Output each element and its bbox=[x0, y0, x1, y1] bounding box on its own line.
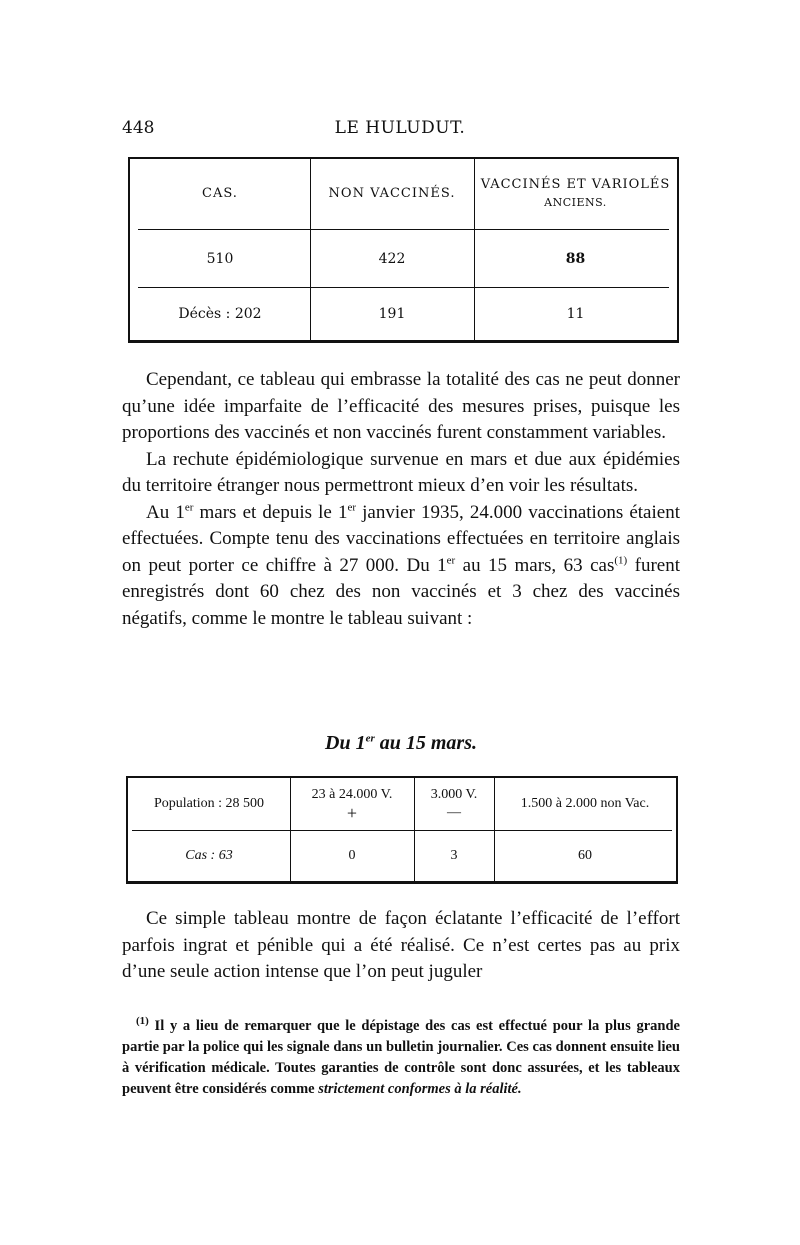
row-col4: 60 bbox=[578, 848, 592, 863]
paragraph: Au 1er mars et depuis le 1er janvier 1935, 24.000 vaccinations étaient effectuées. Compte tenu des vaccinations effectuées en territoire anglais on peut porter ce chiffre à 27 000. Du 1er au 15 mars, 63 cas$^{(1)}$ furent enregistrés dont 60 chez des non vaccinés et 3 chez des vaccinés négatifs, comme le montre le tableau suivant : bbox=[122, 501, 680, 629]
table-rule bbox=[138, 287, 669, 288]
table-rule bbox=[132, 830, 672, 831]
row2-vaccines: 11 bbox=[566, 306, 585, 322]
header-non-vaccinated: 1.500 à 2.000 non Vac. bbox=[520, 796, 650, 811]
header-cas: CAS. bbox=[202, 186, 238, 201]
row1-vaccines: 88 bbox=[565, 251, 586, 267]
header-vaccines-line2: ANCIENS. bbox=[544, 196, 607, 209]
page-header bbox=[122, 118, 678, 144]
header-vaccines bbox=[474, 159, 677, 229]
march-table bbox=[126, 776, 678, 884]
paragraph: Ce simple tableau montre de façon éclatante l’efficacité de l’effort parfois ingrat et pénible qui a été réalisé. Ce n’est certes pas au prix d’une seule action intense que l’on peut juguler bbox=[122, 908, 680, 982]
paragraph: La rechute épidémiologique survenue en mars et due aux épidémies du territoire étranger nous permettront mieux d’en voir les résultats. bbox=[122, 448, 680, 496]
footnote-marker: (1) bbox=[136, 1015, 149, 1028]
row2-non-vaccines: 191 bbox=[378, 306, 406, 322]
header-vaccinated: 23 à 24.000 V. + bbox=[311, 787, 393, 823]
row-col3: 3 bbox=[450, 848, 458, 863]
header-negative: 3.000 V. — bbox=[430, 787, 478, 820]
header-population: Population : 28 500 bbox=[153, 796, 265, 811]
header-vaccines-line1: VACCINÉS ET VARIOLÉS bbox=[480, 177, 671, 192]
cases-table bbox=[128, 157, 679, 343]
footnote-ref: (1) bbox=[614, 554, 628, 567]
running-title: LE HULUDUT. bbox=[334, 118, 466, 138]
paragraph: Cependant, ce tableau qui embrasse la totalité des cas ne peut donner qu’une idée imparfaite de l’efficacité des mesures prises, puisque les proportions des vaccinés et non vaccinés furent constamment variables. bbox=[122, 369, 680, 443]
footnote: $^{(1)}$ Il y a lieu de remarquer que le dépistage des cas est effectué pour la plus grande partie par la police qui les signale dans un bulletin journalier. Ces cas donnent ensuite lieu à vérification médicale. Toutes garanties de contrôle sont donc assurées, et les tableaux peuvent être considérés comme strictement conformes à la réalité. bbox=[122, 1015, 680, 1097]
table-rule bbox=[138, 229, 669, 230]
row1-non-vaccines: 422 bbox=[378, 251, 406, 267]
row1-cas: 510 bbox=[206, 251, 234, 267]
row-cas-label: Cas : 63 bbox=[185, 848, 233, 863]
body-text-lower bbox=[122, 906, 680, 986]
page-number: 448 bbox=[122, 118, 155, 138]
row-col2: 0 bbox=[348, 848, 356, 863]
header-non-vaccines: NON VACCINÉS. bbox=[328, 186, 456, 201]
table-caption: Du 1er au 15 mars. bbox=[325, 732, 477, 754]
row2-cas: Décès : 202 bbox=[178, 306, 262, 322]
body-text-upper bbox=[122, 367, 680, 632]
